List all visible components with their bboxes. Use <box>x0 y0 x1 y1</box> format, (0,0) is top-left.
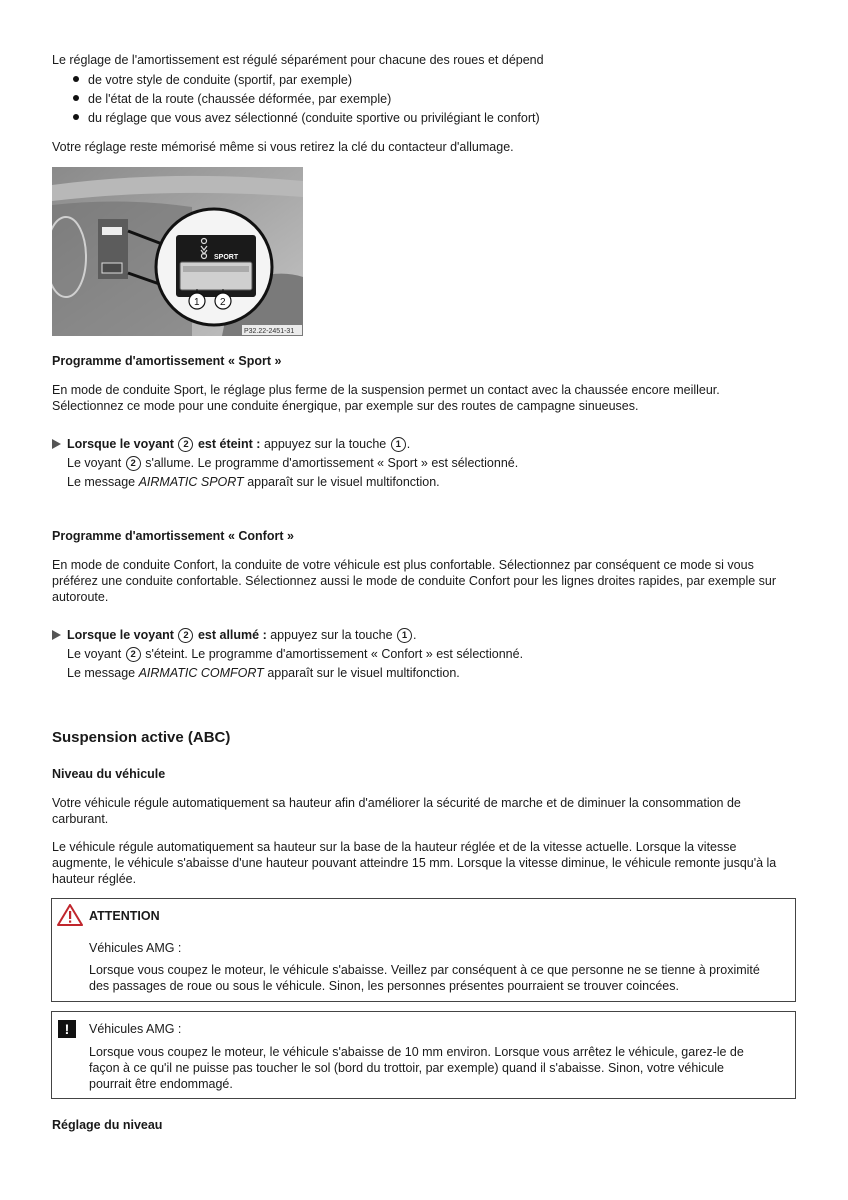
step-text: Lorsque le voyant <box>67 437 174 451</box>
sport-label: SPORT <box>214 254 239 261</box>
confort-instruction: Lorsque le voyant 2 est allumé : appuyez sur la touche 1 . Le voyant 2 s'éteint. Le programme d'amortissement « Confort » est sélectionné. Le message AIRMATIC COMFORT apparaît sur le visuel multifonction. <box>52 627 802 684</box>
list-item: du réglage que vous avez sélectionné (conduite sportive ou privilégiant le confort) <box>72 110 540 129</box>
callout-1: 1 <box>194 297 200 308</box>
section-heading-level-adjust: Réglage du niveau <box>52 1118 163 1132</box>
arrow-bullet-icon <box>52 439 61 449</box>
intro-text: Le réglage de l'amortissement est régulé séparément pour chacune des roues et dépend <box>52 53 544 67</box>
abc-paragraph-line: augmente, le véhicule s'abaisse d'une hauteur pouvant atteindre 15 mm. Lorsque la vitesse diminue, le véhicule remonte jusqu'à la <box>52 856 777 870</box>
section-heading-confort: Programme d'amortissement « Confort » <box>52 529 294 543</box>
callout-2: 2 <box>220 297 226 308</box>
intro-bullet-list <box>72 72 540 129</box>
dashboard-illustration <box>52 167 303 336</box>
notice-box <box>51 1011 796 1099</box>
list-item: de votre style de conduite (sportif, par exemple) <box>72 72 540 91</box>
subheading-vehicle-level: Niveau du véhicule <box>52 767 166 781</box>
callout-2-icon: 2 <box>126 647 141 662</box>
step-message-post: apparaît sur le visuel multifonction. <box>247 475 440 489</box>
step-action: appuyez sur la touche <box>270 628 393 642</box>
step-result-pre: Le voyant <box>67 647 122 661</box>
memo-text: Votre réglage reste mémorisé même si vous retirez la clé du contacteur d'allumage. <box>52 140 514 154</box>
callout-1-icon: 1 <box>397 628 412 643</box>
section-heading-sport: Programme d'amortissement « Sport » <box>52 354 282 368</box>
list-item: de l'état de la route (chaussée déformée, par exemple) <box>72 91 540 110</box>
confort-paragraph-line: En mode de conduite Confort, la conduite de votre véhicule est plus confortable. Sélectionnez par conséquent ce mode si vous <box>52 558 754 572</box>
step-action: appuyez sur la touche <box>263 437 387 451</box>
callout-1-icon: 1 <box>391 437 406 452</box>
step-message-pre: Le message <box>67 666 136 680</box>
step-message-post: apparaît sur le visuel multifonction. <box>267 666 460 680</box>
sport-instruction: Lorsque le voyant 2 est éteint : appuyez sur la touche 1 . Le voyant 2 s'allume. Le programme d'amortissement « Sport » est sélectionné. Le message AIRMATIC SPORT apparaît sur le visuel multifonction. <box>52 436 802 493</box>
warning-text-line: Lorsque vous coupez le moteur, le véhicule s'abaisse. Veillez par conséquent à ce que personne ne se tienne à proximité <box>89 963 760 977</box>
confort-paragraph-line: autoroute. <box>52 590 109 604</box>
warning-text-line: des passages de roue ou sous le véhicule. Sinon, les personnes présentes pourraient se trouver coincées. <box>89 979 679 993</box>
display-message: AIRMATIC COMFORT <box>138 666 264 680</box>
callout-2-icon: 2 <box>178 437 193 452</box>
warning-triangle-icon <box>57 904 83 926</box>
sport-paragraph-line: Sélectionnez ce mode pour une conduite énergique, par exemple sur des routes de campagne sinueuses. <box>52 399 639 413</box>
display-message: AIRMATIC SPORT <box>138 475 244 489</box>
warning-subtitle: Véhicules AMG : <box>89 941 182 955</box>
sport-paragraph-line: En mode de conduite Sport, le réglage plus ferme de la suspension permet un contact avec la chaussée encore meilleur. <box>52 383 720 397</box>
abc-paragraph-line: Votre véhicule régule automatiquement sa hauteur afin d'améliorer la sécurité de marche et de diminuer la consommation de <box>52 796 741 810</box>
step-text: Lorsque le voyant <box>67 628 174 642</box>
warning-title: ATTENTION <box>89 909 160 923</box>
section-heading-abc: Suspension active (ABC) <box>52 729 231 746</box>
abc-paragraph-line: hauteur réglée. <box>52 872 137 886</box>
notice-text-line: Lorsque vous coupez le moteur, le véhicule s'abaisse de 10 mm environ. Lorsque vous arrêtez le véhicule, garez-le de <box>89 1045 744 1059</box>
notice-subtitle: Véhicules AMG : <box>89 1022 182 1036</box>
callout-2-icon: 2 <box>126 456 141 471</box>
arrow-bullet-icon <box>52 630 61 640</box>
notice-exclamation-icon: ! <box>58 1020 76 1038</box>
step-result: s'éteint. Le programme d'amortissement « Confort » est sélectionné. <box>145 647 524 661</box>
figure-code: P32.22-2451-31 <box>244 328 295 335</box>
abc-paragraph-line: Le véhicule régule automatiquement sa hauteur sur la base de la hauteur réglée et de la vitesse actuelle. Lorsque la vitesse <box>52 840 737 854</box>
step-result: s'allume. Le programme d'amortissement « Sport » est sélectionné. <box>145 456 519 470</box>
confort-paragraph-line: préférez une conduite confortable. Sélectionnez aussi le mode de conduite Confort pour les lignes droites rapides, par exemple sur <box>52 574 777 588</box>
notice-text-line: façon à ce qu'il ne puisse pas toucher le sol (bord du trottoir, par exemple) quand il s'abaisse. Sinon, votre véhicule <box>89 1061 724 1075</box>
step-condition: est allumé : <box>197 628 267 642</box>
warning-box <box>51 898 796 1002</box>
abc-paragraph-line: carburant. <box>52 812 109 826</box>
step-result-pre: Le voyant <box>67 456 122 470</box>
notice-text-line: pourrait être endommagé. <box>89 1077 233 1091</box>
step-condition: est éteint : <box>197 437 261 451</box>
callout-2-icon: 2 <box>178 628 193 643</box>
step-message-pre: Le message <box>67 475 136 489</box>
